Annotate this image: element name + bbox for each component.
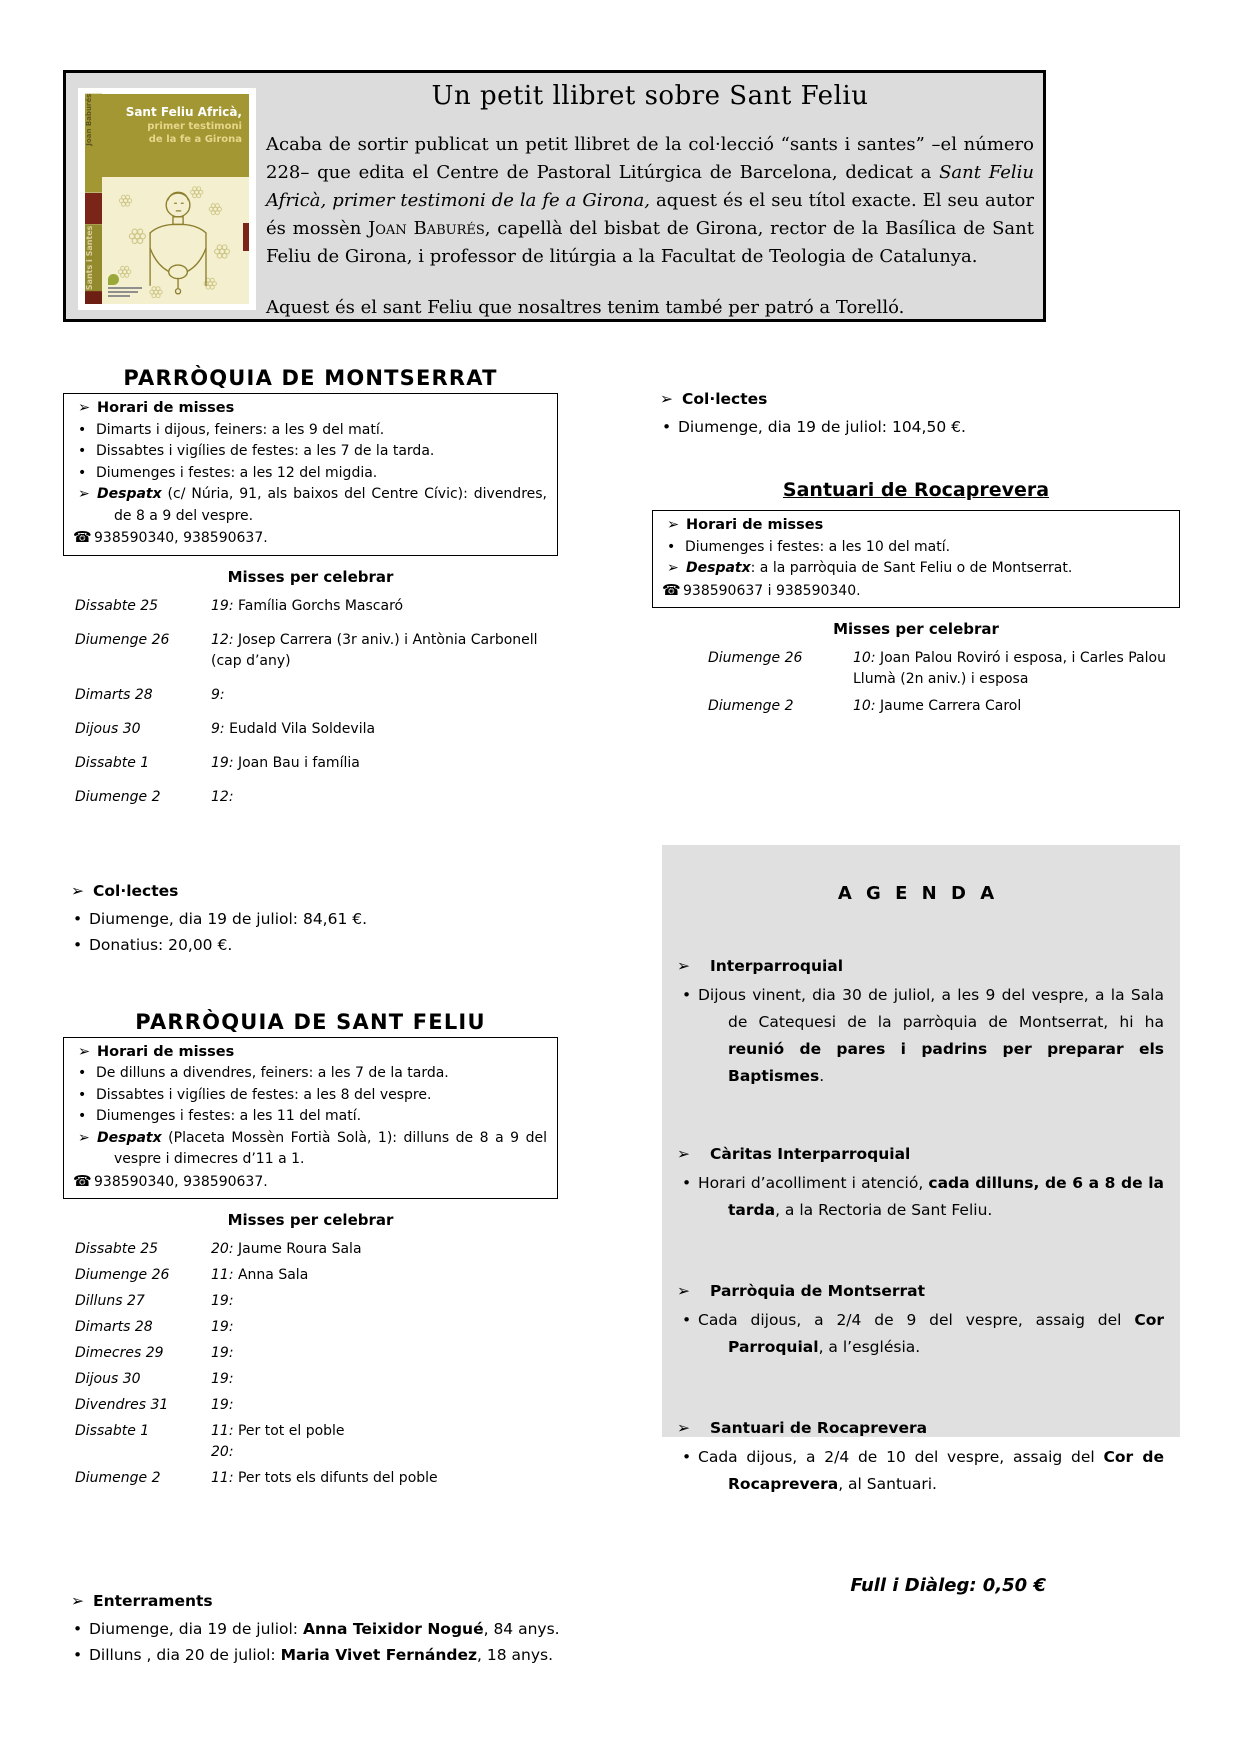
horari-item [71, 463, 547, 485]
misses-time: 10: [853, 650, 876, 666]
enterraments-heading-line [63, 1588, 563, 1614]
despatx-text: (c/ Núria, 91, als baixos del Centre Cívic): divendres, de 8 a 9 del vespre. [114, 486, 547, 524]
bullet-icon: • [73, 935, 83, 954]
collectes-heading: Col·lectes [682, 390, 768, 408]
book-cover-subtitle-1: primer testimoni [147, 121, 242, 132]
agenda-text: . [819, 1067, 825, 1085]
arrow-bullet-icon: ➢ [71, 881, 84, 900]
horari-item [71, 1106, 547, 1128]
deceased-name: Maria Vivet Fernández [280, 1646, 478, 1664]
arrow-bullet-icon: ➢ [78, 1129, 90, 1146]
despatx-text: : a la parròquia de Sant Feliu o de Montserrat. [750, 560, 1073, 576]
bullet-icon: • [78, 1086, 87, 1103]
misses-text: Josep Carrera (3r aniv.) i Antònia Carbonell (cap d’any) [211, 631, 538, 669]
enterrament-date: Dilluns , dia 20 de juliol: [89, 1646, 281, 1664]
agenda-item-heading-line [672, 1416, 1164, 1440]
book-collection: Sants i Santes [85, 224, 102, 291]
misses-entry [211, 787, 558, 808]
bullet-icon: • [662, 418, 672, 436]
misses-day: Dijous 30 [75, 1371, 141, 1387]
book-cover-subtitle-2: de la fe a Girona [148, 134, 242, 145]
horari-item-text: Diumenges i festes: a les 11 del matí. [96, 1108, 362, 1124]
despatx-line [71, 484, 547, 527]
collectes-item [63, 932, 558, 958]
article-author-name: Joan Baburés [368, 218, 485, 239]
phone-icon: ☎ [662, 580, 681, 599]
rocaprevera-section [652, 479, 1180, 717]
misses-entry [853, 648, 1180, 690]
misses-time: 10: [853, 698, 876, 714]
table-row [63, 787, 558, 808]
collectes-item [652, 414, 1180, 440]
book-cover-inner [85, 94, 249, 304]
misses-entry [211, 1343, 558, 1364]
misses-day: Dimecres 29 [75, 1345, 164, 1361]
montserrat-section-title: PARRÒQUIA DE MONTSERRAT [123, 366, 498, 390]
arrow-bullet-icon: ➢ [677, 1145, 690, 1163]
agenda-title: A G E N D A [837, 883, 999, 904]
horari-heading-line [71, 398, 547, 420]
montserrat-horari-box [63, 393, 558, 556]
phone-line [71, 527, 547, 550]
table-row [63, 630, 558, 672]
arrow-bullet-icon: ➢ [660, 390, 673, 408]
table-row [63, 1317, 558, 1338]
bullet-icon: • [78, 464, 87, 481]
bullet-icon: • [682, 1448, 692, 1466]
misses-text: Jaume Carrera Carol [879, 698, 1022, 714]
misses-day: Dimarts 28 [75, 1319, 153, 1335]
leaf-icon [108, 274, 119, 285]
table-row [652, 696, 1180, 717]
misses-entry [211, 596, 558, 617]
horari-item-text: Diumenges i festes: a les 10 del matí. [685, 538, 951, 555]
agenda-item [672, 954, 1164, 1090]
horari-item [660, 537, 1169, 559]
bullet-icon: • [667, 538, 676, 555]
horari-item [71, 420, 547, 442]
featured-article-box [63, 70, 1046, 322]
agenda-item-body [672, 982, 1164, 1090]
misses-time: 19: [211, 1371, 234, 1387]
enterraments-section [63, 1588, 563, 1668]
horari-heading-line [660, 515, 1169, 537]
book-cover-illustration [102, 177, 249, 304]
phone-numbers: 938590637 i 938590340. [683, 582, 861, 599]
table-row [63, 719, 558, 740]
agenda-box [662, 845, 1180, 1493]
santfeliu-section-title: PARRÒQUIA DE SANT FELIU [135, 1009, 486, 1034]
table-row [63, 1421, 558, 1463]
agenda-item-body [672, 1444, 1164, 1498]
agenda-item-heading: Càritas Interparroquial [710, 1145, 911, 1163]
misses-day: Diumenge 26 [75, 631, 170, 648]
spine-photo-patch [85, 193, 102, 225]
right-collectes [652, 386, 1180, 440]
table-row [63, 1395, 558, 1416]
misses-time: 20: [211, 1241, 234, 1257]
despatx-label: Despatx [686, 560, 751, 576]
misses-time: 19: [211, 1293, 234, 1309]
agenda-item-heading: Santuari de Rocaprevera [710, 1419, 928, 1437]
rocaprevera-misses-table [652, 648, 1180, 717]
misses-entry [211, 1239, 558, 1260]
agenda-text-bold: reunió de pares i padrins per preparar els Baptismes [728, 1040, 1164, 1085]
misses-entry [211, 753, 558, 774]
misses-day: Divendres 31 [75, 1397, 169, 1413]
agenda-item-heading-line [672, 954, 1164, 978]
misses-day: Dimarts 28 [75, 686, 153, 703]
agenda-text-bold: Cor de Rocaprevera [728, 1448, 1165, 1493]
article-text-3: , capellà del bisbat de Girona, rector de la Basílica de Sant Feliu de Girona, i professor de litúrgia a la Facultat de Teologia de Catalunya. [266, 218, 1034, 267]
table-row [63, 596, 558, 617]
article-title: Un petit llibret sobre Sant Feliu [431, 81, 869, 111]
misses-day: Dissabte 1 [75, 754, 150, 771]
agenda-text-bold: cada dilluns, de 6 a 8 de la tarda [728, 1174, 1164, 1219]
enterrament-item [63, 1642, 563, 1668]
misses-entry [211, 1369, 558, 1390]
article-text-2: aquest és el seu títol exacte. El seu autor és mossèn [266, 190, 1035, 239]
misses-day: Dissabte 25 [75, 1241, 159, 1257]
misses-day: Dissabte 25 [75, 597, 159, 614]
article-body [266, 131, 1034, 271]
agenda-item-heading-line [672, 1142, 1164, 1166]
misses-entry [211, 719, 558, 740]
arrow-bullet-icon: ➢ [78, 1043, 91, 1060]
misses-time: 19: [211, 597, 234, 614]
horari-item-text: De dilluns a divendres, feiners: a les 7 de la tarda. [96, 1065, 449, 1081]
misses-entry-line [211, 1421, 558, 1442]
collectes-heading-line [652, 386, 1180, 412]
agenda-item-heading: Parròquia de Montserrat [710, 1282, 926, 1300]
rocaprevera-title: Santuari de Rocaprevera [782, 479, 1050, 501]
misses-day: Diumenge 2 [708, 698, 794, 714]
article-book-title: Sant Feliu Africà, primer testimoni de la fe a Girona, [266, 162, 1034, 211]
misses-day: Dijous 30 [75, 720, 141, 737]
montserrat-misses-table [63, 596, 558, 808]
misses-entry [211, 1468, 558, 1489]
misses-text: Jaume Roura Sala [237, 1241, 362, 1257]
misses-entry [211, 1317, 558, 1338]
bullet-icon: • [73, 1646, 83, 1664]
horari-heading: Horari de misses [97, 1043, 235, 1060]
collectes-item-text: Donatius: 20,00 €. [89, 935, 233, 954]
misses-time: 11: [211, 1470, 234, 1486]
despatx-label: Despatx [97, 1129, 162, 1146]
horari-item [71, 1085, 547, 1107]
misses-day: Diumenge 2 [75, 1470, 161, 1486]
cover-photo-patch [243, 223, 249, 251]
publisher-logo [108, 274, 150, 299]
book-spine [85, 94, 102, 304]
misses-time: 9: [211, 686, 225, 703]
misses-text: Família Gorchs Mascaró [237, 597, 404, 614]
bullet-icon: • [682, 1311, 692, 1329]
despatx-line [71, 1128, 547, 1171]
misses-day: Diumenge 26 [708, 650, 803, 666]
misses-time: 9: [211, 720, 225, 737]
misses-text: Per tot el poble [237, 1423, 345, 1439]
phone-numbers: 938590340, 938590637. [94, 530, 268, 546]
agenda-item [672, 1416, 1164, 1498]
misses-entry [853, 696, 1180, 717]
misses-day: Diumenge 2 [75, 788, 161, 805]
enterrament-age: , 84 anys. [483, 1620, 560, 1638]
left-column [63, 366, 558, 1494]
misses-entry-line [211, 1442, 558, 1463]
enterraments-heading: Enterraments [93, 1592, 213, 1610]
phone-numbers: 938590340, 938590637. [94, 1173, 268, 1190]
agenda-text: Cada dijous, a 2/4 de 9 del vespre, assaig del [698, 1311, 1135, 1329]
enterrament-item [63, 1616, 563, 1642]
table-row [63, 1369, 558, 1390]
collectes-heading: Col·lectes [93, 881, 179, 900]
despatx-text: (Placeta Mossèn Fortià Solà, 1): dilluns de 8 a 9 del vespre i dimecres d’11 a 1. [114, 1129, 547, 1167]
horari-item [71, 1063, 547, 1085]
misses-time: 12: [211, 631, 234, 648]
price-note: Full i Diàleg: 0,50 € [850, 1575, 1046, 1596]
misses-time: 19: [211, 1345, 234, 1361]
agenda-text: , al Santuari. [838, 1475, 937, 1493]
bullet-icon: • [78, 443, 87, 459]
santfeliu-horari-box [63, 1037, 558, 1200]
article-closing-line: Aquest és el sant Feliu que nosaltres tenim també per patró a Torelló. [266, 297, 905, 318]
agenda-text: , a la Rectoria de Sant Feliu. [775, 1201, 993, 1219]
santfeliu-misses-table [63, 1239, 558, 1489]
agenda-text: Horari d’acolliment i atenció, [698, 1174, 929, 1192]
table-row [63, 1265, 558, 1286]
misses-text: Eudald Vila Soldevila [229, 720, 376, 737]
table-row [63, 1468, 558, 1489]
misses-entry [211, 1265, 558, 1286]
montserrat-misses-heading: Misses per celebrar [227, 567, 394, 586]
horari-item-text: Dissabtes i vigílies de festes: a les 8 del vespre. [96, 1086, 432, 1103]
misses-text: Anna Sala [237, 1267, 309, 1283]
bullet-icon: • [78, 1108, 87, 1124]
montserrat-collectes [63, 878, 558, 958]
agenda-item-body [672, 1170, 1164, 1224]
book-cover-image [78, 88, 256, 310]
bullet-icon: • [73, 1620, 83, 1638]
agenda-text: Cada dijous, a 2/4 de 10 del vespre, assaig del [698, 1448, 1104, 1466]
table-row [63, 753, 558, 774]
misses-entry [211, 685, 558, 706]
bullet-icon: • [78, 1065, 87, 1081]
bullet-icon: • [73, 909, 83, 928]
horari-heading: Horari de misses [97, 400, 235, 416]
book-cover-band [102, 94, 249, 177]
bullet-icon: • [682, 1174, 692, 1192]
horari-heading: Horari de misses [686, 517, 824, 533]
arrow-bullet-icon: ➢ [667, 517, 680, 533]
agenda-item-heading: Interparroquial [710, 957, 844, 975]
rocaprevera-misses-heading: Misses per celebrar [833, 620, 999, 638]
book-author: Joan Baburés [85, 94, 102, 193]
arrow-bullet-icon: ➢ [667, 560, 679, 576]
phone-icon: ☎ [73, 528, 92, 546]
arrow-bullet-icon: ➢ [677, 1419, 690, 1437]
agenda-text: , a l’església. [818, 1338, 921, 1356]
misses-time: 19: [211, 1319, 234, 1335]
enterrament-date: Diumenge, dia 19 de juliol: [89, 1620, 303, 1638]
arrow-bullet-icon: ➢ [71, 1592, 84, 1610]
misses-text: Joan Palou Roviró i esposa, i Carles Palou Llumà (2n aniv.) i esposa [853, 650, 1166, 687]
table-row [652, 648, 1180, 690]
arrow-bullet-icon: ➢ [677, 1282, 690, 1300]
agenda-item [672, 1142, 1164, 1224]
collectes-heading-line [63, 878, 558, 904]
phone-icon: ☎ [73, 1171, 92, 1190]
table-row [63, 1239, 558, 1260]
misses-time: 19: [211, 1397, 234, 1413]
misses-time: 12: [211, 788, 234, 805]
collectes-item-text: Diumenge, dia 19 de juliol: 84,61 €. [89, 909, 368, 928]
table-row [63, 685, 558, 706]
phone-line [71, 1171, 547, 1194]
book-cover-front [102, 94, 249, 304]
agenda-item-heading-line [672, 1279, 1164, 1303]
agenda-text-bold: Cor Parroquial [728, 1311, 1164, 1356]
horari-item-text: Diumenges i festes: a les 12 del migdia. [96, 464, 378, 481]
collectes-item [63, 906, 558, 932]
misses-text: Joan Bau i família [237, 754, 360, 771]
enterrament-age: , 18 anys. [477, 1646, 554, 1664]
misses-day: Dissabte 1 [75, 1423, 150, 1439]
misses-time: 20: [211, 1444, 234, 1460]
table-row [63, 1343, 558, 1364]
rocaprevera-horari-box [652, 510, 1180, 608]
misses-time: 19: [211, 754, 234, 771]
collectes-item-text: Diumenge, dia 19 de juliol: 104,50 €. [678, 418, 966, 436]
arrow-bullet-icon: ➢ [78, 400, 91, 416]
table-row [63, 1291, 558, 1312]
misses-day: Diumenge 26 [75, 1267, 170, 1283]
agenda-text: Dijous vinent, dia 30 de juliol, a les 9 del vespre, a la Sala de Catequesi de la parròquia de Montserrat, hi ha [698, 986, 1164, 1031]
article-text-1: Acaba de sortir publicat un petit llibret de la col·lecció “sants i santes” –el número 228– que edita el Centre de Pastoral Litúrgica de Barcelona, dedicat a [266, 134, 1034, 183]
phone-line [660, 580, 1169, 603]
agenda-item [672, 1279, 1164, 1361]
misses-entry [211, 1395, 558, 1416]
misses-time: 11: [211, 1267, 234, 1283]
horari-heading-line [71, 1042, 547, 1064]
misses-entry [211, 1421, 558, 1463]
misses-entry [211, 630, 558, 672]
misses-time: 11: [211, 1423, 234, 1439]
spine-photo-patch-2 [85, 291, 102, 304]
featured-article [266, 81, 1034, 319]
horari-item-text: Dissabtes i vigílies de festes: a les 7 de la tarda. [96, 443, 435, 459]
bullet-icon: • [682, 986, 692, 1004]
despatx-line [660, 558, 1169, 580]
book-cover-title: Sant Feliu Africà, [125, 105, 242, 119]
misses-day: Dilluns 27 [75, 1293, 145, 1309]
despatx-label: Despatx [97, 486, 162, 502]
misses-entry [211, 1291, 558, 1312]
horari-item [71, 441, 547, 463]
bullet-icon: • [78, 421, 87, 438]
agenda-item-body [672, 1307, 1164, 1361]
misses-text: Per tots els difunts del poble [237, 1470, 438, 1486]
horari-item-text: Dimarts i dijous, feiners: a les 9 del matí. [96, 421, 385, 438]
santfeliu-misses-heading: Misses per celebrar [227, 1211, 394, 1229]
arrow-bullet-icon: ➢ [677, 957, 690, 975]
arrow-bullet-icon: ➢ [78, 486, 90, 502]
deceased-name: Anna Teixidor Nogué [302, 1620, 484, 1638]
